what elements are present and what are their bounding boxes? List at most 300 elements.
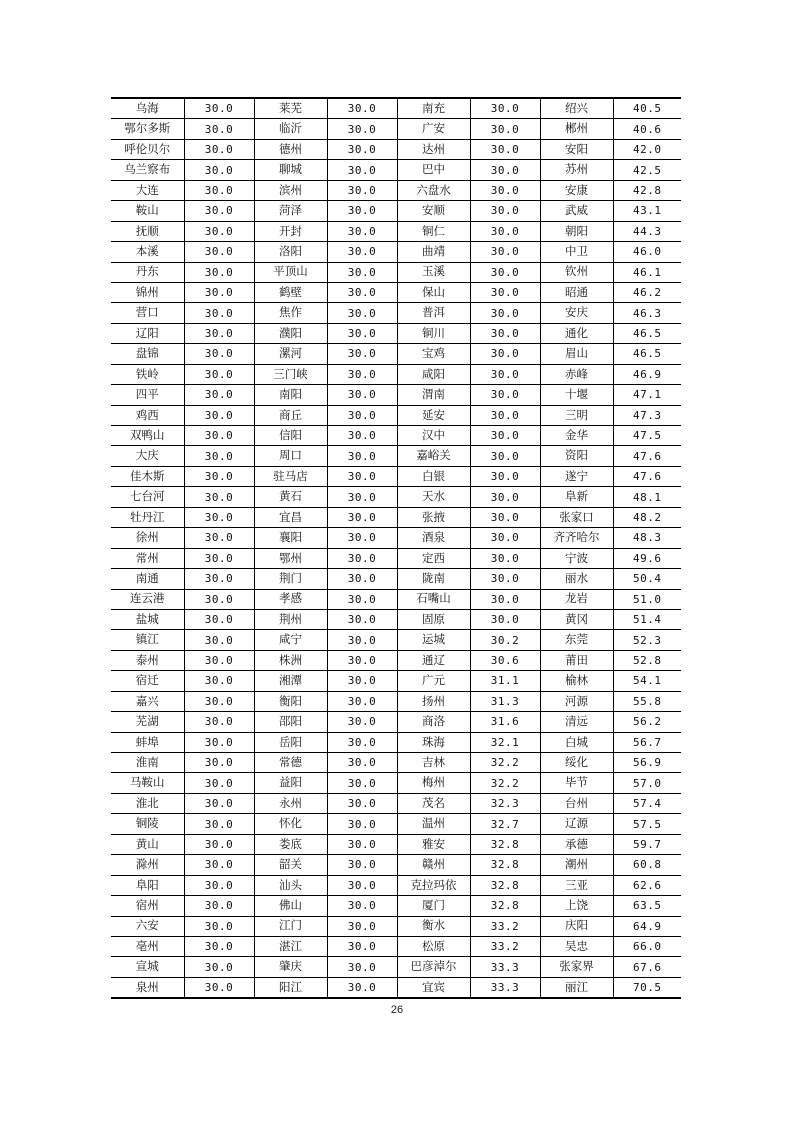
city-name-cell: 鸡西 [111,405,184,425]
value-cell: 47.6 [613,446,681,466]
city-name-cell: 昭通 [540,282,613,302]
city-name-cell: 驻马店 [254,466,327,486]
value-cell: 67.6 [613,957,681,977]
value-cell: 30.0 [327,160,397,180]
value-cell: 44.3 [613,221,681,241]
city-name-cell: 赣州 [397,855,470,875]
table-row [111,446,681,466]
value-cell: 30.0 [470,323,540,343]
city-name-cell: 温州 [397,814,470,834]
value-cell: 30.0 [184,630,254,650]
value-cell: 30.0 [327,303,397,323]
value-cell: 30.0 [184,753,254,773]
table-row [111,160,681,180]
value-cell: 42.0 [613,139,681,159]
value-cell: 30.0 [184,262,254,282]
value-cell: 32.8 [470,896,540,916]
value-cell: 31.3 [470,691,540,711]
value-cell: 30.0 [184,528,254,548]
city-name-cell: 广安 [397,119,470,139]
city-name-cell: 娄底 [254,834,327,854]
city-name-cell: 龙岩 [540,589,613,609]
city-name-cell: 渭南 [397,385,470,405]
table-row [111,262,681,282]
value-cell: 42.8 [613,180,681,200]
city-name-cell: 开封 [254,221,327,241]
city-name-cell: 怀化 [254,814,327,834]
value-cell: 59.7 [613,834,681,854]
value-cell: 30.0 [327,957,397,977]
value-cell: 50.4 [613,569,681,589]
city-name-cell: 平顶山 [254,262,327,282]
city-name-cell: 阜新 [540,487,613,507]
city-name-cell: 遂宁 [540,466,613,486]
value-cell: 30.0 [327,242,397,262]
value-cell: 52.8 [613,650,681,670]
value-cell: 32.8 [470,834,540,854]
city-name-cell: 资阳 [540,446,613,466]
table-body [111,98,681,998]
city-name-cell: 黄石 [254,487,327,507]
value-cell: 33.3 [470,957,540,977]
value-cell: 30.0 [184,896,254,916]
city-name-cell: 清远 [540,712,613,732]
value-cell: 48.3 [613,528,681,548]
table-row [111,855,681,875]
value-cell: 30.0 [327,528,397,548]
value-cell: 43.1 [613,201,681,221]
city-name-cell: 临沂 [254,119,327,139]
city-name-cell: 天水 [397,487,470,507]
value-cell: 48.2 [613,507,681,527]
value-cell: 30.0 [327,201,397,221]
city-name-cell: 连云港 [111,589,184,609]
value-cell: 30.0 [327,139,397,159]
city-name-cell: 丽水 [540,569,613,589]
value-cell: 30.0 [184,650,254,670]
city-name-cell: 玉溪 [397,262,470,282]
value-cell: 30.0 [184,957,254,977]
city-name-cell: 宜昌 [254,507,327,527]
city-name-cell: 本溪 [111,242,184,262]
city-name-cell: 莆田 [540,650,613,670]
city-name-cell: 铜陵 [111,814,184,834]
city-name-cell: 苏州 [540,160,613,180]
city-name-cell: 庆阳 [540,916,613,936]
city-name-cell: 茂名 [397,793,470,813]
city-name-cell: 周口 [254,446,327,466]
table-row [111,773,681,793]
value-cell: 30.0 [470,589,540,609]
city-name-cell: 雅安 [397,834,470,854]
value-cell: 30.0 [184,977,254,998]
city-name-cell: 丽江 [540,977,613,998]
value-cell: 30.0 [327,98,397,119]
value-cell: 64.9 [613,916,681,936]
city-name-cell: 三亚 [540,875,613,895]
value-cell: 46.0 [613,242,681,262]
city-name-cell: 宜宾 [397,977,470,998]
value-cell: 30.0 [470,180,540,200]
city-name-cell: 东莞 [540,630,613,650]
city-name-cell: 丹东 [111,262,184,282]
value-cell: 30.0 [184,691,254,711]
value-cell: 47.3 [613,405,681,425]
city-name-cell: 泰州 [111,650,184,670]
value-cell: 30.0 [470,548,540,568]
value-cell: 32.8 [470,875,540,895]
city-name-cell: 益阳 [254,773,327,793]
value-cell: 46.5 [613,344,681,364]
city-name-cell: 十堰 [540,385,613,405]
table-row [111,977,681,998]
city-name-cell: 铁岭 [111,364,184,384]
city-name-cell: 芜湖 [111,712,184,732]
city-name-cell: 七台河 [111,487,184,507]
city-name-cell: 常德 [254,753,327,773]
city-name-cell: 眉山 [540,344,613,364]
value-cell: 52.3 [613,630,681,650]
city-name-cell: 四平 [111,385,184,405]
value-cell: 30.0 [470,282,540,302]
table-row [111,753,681,773]
value-cell: 30.0 [470,426,540,446]
table-row [111,405,681,425]
city-name-cell: 淮南 [111,753,184,773]
city-name-cell: 张掖 [397,507,470,527]
city-name-cell: 梅州 [397,773,470,793]
city-name-cell: 岳阳 [254,732,327,752]
city-name-cell: 宿州 [111,896,184,916]
table-row [111,569,681,589]
value-cell: 30.0 [470,405,540,425]
value-cell: 32.7 [470,814,540,834]
city-name-cell: 克拉玛依 [397,875,470,895]
value-cell: 30.0 [184,466,254,486]
value-cell: 30.0 [327,487,397,507]
city-value-table [111,97,681,999]
value-cell: 30.0 [327,466,397,486]
city-name-cell: 呼伦贝尔 [111,139,184,159]
city-name-cell: 通辽 [397,650,470,670]
table-row [111,426,681,446]
value-cell: 30.0 [184,323,254,343]
value-cell: 30.0 [327,446,397,466]
value-cell: 30.0 [184,385,254,405]
value-cell: 30.0 [184,405,254,425]
value-cell: 51.0 [613,589,681,609]
city-name-cell: 抚顺 [111,221,184,241]
city-name-cell: 咸阳 [397,364,470,384]
city-name-cell: 台州 [540,793,613,813]
value-cell: 30.0 [184,793,254,813]
value-cell: 46.1 [613,262,681,282]
value-cell: 63.5 [613,896,681,916]
value-cell: 30.0 [327,793,397,813]
city-name-cell: 佛山 [254,896,327,916]
table-row [111,630,681,650]
value-cell: 30.0 [327,344,397,364]
table-row [111,303,681,323]
city-name-cell: 厦门 [397,896,470,916]
value-cell: 30.0 [327,609,397,629]
value-cell: 46.9 [613,364,681,384]
value-cell: 30.0 [327,712,397,732]
value-cell: 30.0 [184,855,254,875]
value-cell: 30.0 [327,691,397,711]
value-cell: 30.0 [327,650,397,670]
city-name-cell: 巴彦淖尔 [397,957,470,977]
city-name-cell: 定西 [397,548,470,568]
city-name-cell: 铜仁 [397,221,470,241]
value-cell: 31.6 [470,712,540,732]
value-cell: 30.0 [470,303,540,323]
value-cell: 30.0 [327,548,397,568]
city-name-cell: 郴州 [540,119,613,139]
city-name-cell: 承德 [540,834,613,854]
value-cell: 46.2 [613,282,681,302]
table-row [111,793,681,813]
city-name-cell: 吴忠 [540,936,613,956]
value-cell: 42.5 [613,160,681,180]
value-cell: 30.0 [327,119,397,139]
value-cell: 30.0 [470,344,540,364]
city-name-cell: 中卫 [540,242,613,262]
value-cell: 30.0 [184,609,254,629]
city-name-cell: 商丘 [254,405,327,425]
value-cell: 30.0 [184,507,254,527]
value-cell: 30.0 [327,855,397,875]
value-cell: 30.0 [327,630,397,650]
value-cell: 47.6 [613,466,681,486]
city-name-cell: 张家口 [540,507,613,527]
city-name-cell: 阳江 [254,977,327,998]
table-row [111,712,681,732]
city-name-cell: 濮阳 [254,323,327,343]
city-name-cell: 黄冈 [540,609,613,629]
value-cell: 30.0 [184,303,254,323]
city-name-cell: 辽阳 [111,323,184,343]
value-cell: 62.6 [613,875,681,895]
city-name-cell: 黄山 [111,834,184,854]
city-name-cell: 钦州 [540,262,613,282]
city-name-cell: 铜川 [397,323,470,343]
value-cell: 30.0 [327,405,397,425]
value-cell: 47.5 [613,426,681,446]
table-row [111,936,681,956]
city-name-cell: 咸宁 [254,630,327,650]
city-name-cell: 荆州 [254,609,327,629]
table-row [111,242,681,262]
city-name-cell: 鞍山 [111,201,184,221]
value-cell: 30.0 [327,385,397,405]
city-name-cell: 鄂州 [254,548,327,568]
table-row [111,507,681,527]
value-cell: 51.4 [613,609,681,629]
city-name-cell: 陇南 [397,569,470,589]
table-row [111,875,681,895]
city-name-cell: 绥化 [540,753,613,773]
value-cell: 57.5 [613,814,681,834]
table-row [111,671,681,691]
city-name-cell: 保山 [397,282,470,302]
city-name-cell: 汕头 [254,875,327,895]
city-name-cell: 阜阳 [111,875,184,895]
city-name-cell: 滨州 [254,180,327,200]
city-name-cell: 江门 [254,916,327,936]
value-cell: 30.0 [327,732,397,752]
city-name-cell: 锦州 [111,282,184,302]
value-cell: 30.0 [327,364,397,384]
city-name-cell: 安顺 [397,201,470,221]
value-cell: 30.0 [470,160,540,180]
page-number: 26 [390,1004,404,1016]
value-cell: 30.0 [470,569,540,589]
city-name-cell: 徐州 [111,528,184,548]
city-name-cell: 菏泽 [254,201,327,221]
value-cell: 30.0 [184,242,254,262]
value-cell: 55.8 [613,691,681,711]
value-cell: 30.6 [470,650,540,670]
value-cell: 30.0 [327,916,397,936]
city-name-cell: 巴中 [397,160,470,180]
city-name-cell: 亳州 [111,936,184,956]
value-cell: 40.5 [613,98,681,119]
city-name-cell: 佳木斯 [111,466,184,486]
value-cell: 33.3 [470,977,540,998]
value-cell: 30.0 [470,242,540,262]
city-name-cell: 衡阳 [254,691,327,711]
city-name-cell: 信阳 [254,426,327,446]
city-name-cell: 白银 [397,466,470,486]
city-name-cell: 盘锦 [111,344,184,364]
city-name-cell: 常州 [111,548,184,568]
city-name-cell: 淮北 [111,793,184,813]
table-row [111,282,681,302]
value-cell: 57.0 [613,773,681,793]
value-cell: 57.4 [613,793,681,813]
city-name-cell: 珠海 [397,732,470,752]
table-row [111,466,681,486]
value-cell: 48.1 [613,487,681,507]
table-row [111,139,681,159]
value-cell: 30.0 [184,671,254,691]
value-cell: 32.1 [470,732,540,752]
city-name-cell: 漯河 [254,344,327,364]
value-cell: 30.0 [470,446,540,466]
value-cell: 30.0 [184,426,254,446]
value-cell: 30.0 [327,773,397,793]
value-cell: 30.0 [327,507,397,527]
city-name-cell: 六安 [111,916,184,936]
value-cell: 30.0 [327,282,397,302]
value-cell: 30.0 [470,364,540,384]
city-name-cell: 韶关 [254,855,327,875]
value-cell: 30.0 [327,180,397,200]
value-cell: 30.2 [470,630,540,650]
city-name-cell: 三明 [540,405,613,425]
value-cell: 30.0 [184,180,254,200]
value-cell: 30.0 [184,875,254,895]
city-name-cell: 洛阳 [254,242,327,262]
city-name-cell: 金华 [540,426,613,446]
city-name-cell: 河源 [540,691,613,711]
city-name-cell: 焦作 [254,303,327,323]
table-row [111,589,681,609]
city-name-cell: 荆门 [254,569,327,589]
city-name-cell: 三门峡 [254,364,327,384]
city-name-cell: 安庆 [540,303,613,323]
value-cell: 30.0 [184,364,254,384]
city-name-cell: 牡丹江 [111,507,184,527]
value-cell: 30.0 [184,916,254,936]
value-cell: 30.0 [184,732,254,752]
city-name-cell: 赤峰 [540,364,613,384]
city-name-cell: 通化 [540,323,613,343]
city-name-cell: 毕节 [540,773,613,793]
value-cell: 46.3 [613,303,681,323]
table-row [111,814,681,834]
value-cell: 30.0 [470,221,540,241]
table-row [111,916,681,936]
city-name-cell: 宣城 [111,957,184,977]
value-cell: 30.0 [184,139,254,159]
city-name-cell: 白城 [540,732,613,752]
city-name-cell: 张家界 [540,957,613,977]
city-name-cell: 吉林 [397,753,470,773]
table-row [111,221,681,241]
value-cell: 30.0 [327,262,397,282]
city-name-cell: 宁波 [540,548,613,568]
city-name-cell: 石嘴山 [397,589,470,609]
value-cell: 30.0 [184,446,254,466]
value-cell: 30.0 [327,977,397,998]
value-cell: 32.3 [470,793,540,813]
value-cell: 30.0 [327,569,397,589]
city-name-cell: 双鸭山 [111,426,184,446]
value-cell: 30.0 [470,487,540,507]
value-cell: 30.0 [184,712,254,732]
city-name-cell: 蚌埠 [111,732,184,752]
city-name-cell: 营口 [111,303,184,323]
city-name-cell: 马鞍山 [111,773,184,793]
value-cell: 30.0 [184,936,254,956]
value-cell: 30.0 [470,119,540,139]
city-name-cell: 潮州 [540,855,613,875]
value-cell: 30.0 [327,221,397,241]
city-name-cell: 酒泉 [397,528,470,548]
value-cell: 30.0 [184,119,254,139]
value-cell: 46.5 [613,323,681,343]
table-row [111,609,681,629]
table-row [111,344,681,364]
city-name-cell: 汉中 [397,426,470,446]
value-cell: 30.0 [327,896,397,916]
value-cell: 30.0 [327,875,397,895]
value-cell: 30.0 [184,589,254,609]
table-row [111,323,681,343]
value-cell: 66.0 [613,936,681,956]
city-name-cell: 莱芜 [254,98,327,119]
table-row [111,364,681,384]
city-name-cell: 运城 [397,630,470,650]
city-name-cell: 扬州 [397,691,470,711]
city-name-cell: 安阳 [540,139,613,159]
value-cell: 30.0 [184,201,254,221]
city-name-cell: 榆林 [540,671,613,691]
city-name-cell: 泉州 [111,977,184,998]
value-cell: 30.0 [327,814,397,834]
